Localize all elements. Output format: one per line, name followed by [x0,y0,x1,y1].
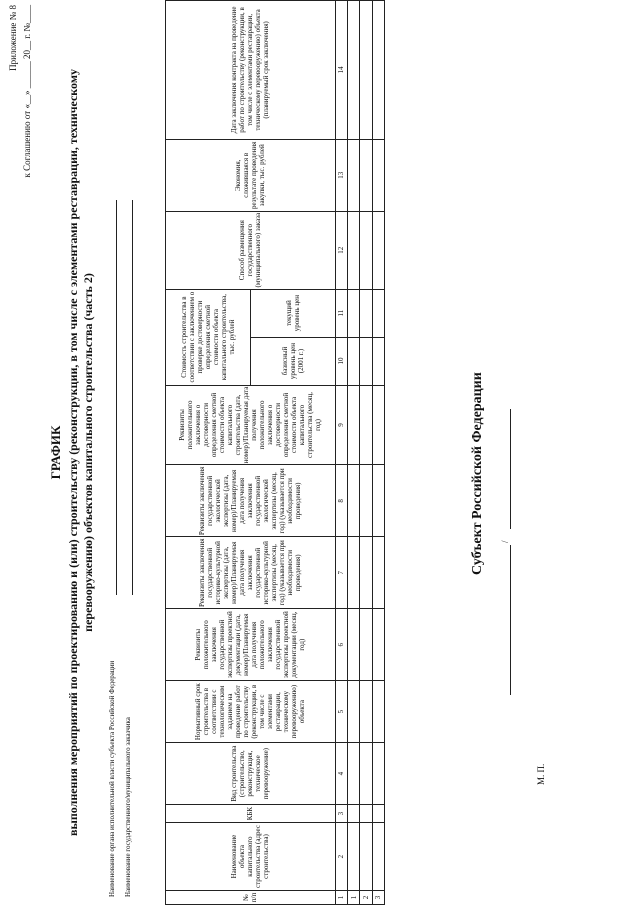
column-number: 7 [335,537,347,609]
header-cell: Дата заключения контракта на проведение работ по строительству (реконструкции, в том числе с элементами реставрации, техническому перевооружению) объекта (планируемый срок заключения) [166,1,336,140]
header-cell: Нормативный срок строительства в соответствии с технологическим заданием на проведение работ по строительству (реконструкции, в том числе с элементами реставрации, техническому перевооружению) объекта [166,681,336,743]
appendix-label: Приложение № 8 [8,5,18,71]
column-number: 3 [335,805,347,823]
row-label: 2 [360,891,372,905]
column-number-row [335,1,347,905]
row-label: 1 [348,891,360,905]
header-cell: КБК [166,805,336,823]
table-row [360,1,372,905]
table-header-row [166,1,251,905]
header-cell: Реквизиты заключения государственной историко-культурной экспертизы (дата, номер)/Планируемая дата получения заключения государственной историко-культурной экспертизы (месяц, год) (указывается при необходимости проведения) [166,537,336,609]
column-number: 10 [335,337,347,385]
document-title: ГРАФИК [48,425,63,480]
header-cell: Вид строительства (строительство, реконструкция, техническое перевооружение) [166,743,336,805]
column-number: 13 [335,139,347,211]
header-cell: Реквизиты заключения государственной экологической экспертизы (дата, номер)/Планируемая дата получения заключения государственной экологической экспертизы (месяц, год) (указывается при необходимости проведения) [166,465,336,537]
schedule-table [165,0,385,905]
header-cell: Реквизиты положительного заключения государственной экспертизы проектной документации (дата, номер)/Планируемая дата получения положительного заключения государственной экспертизы проектной документации (месяц, год) [166,609,336,681]
header-cell: текущий уровень цен [250,289,335,337]
table-row [372,1,384,905]
row-label: 3 [372,891,384,905]
header-cell: Экономия, сложившаяся в результате проведения закупки, тыс. рублей [166,139,336,211]
column-number: 4 [335,743,347,805]
column-number: 8 [335,465,347,537]
column-number: 5 [335,681,347,743]
header-cell: базисный уровень цен (2001 г.) [250,337,335,385]
exec-authority-label: Наименование органа исполнительной власти субъекта Российской Федерации [108,660,116,897]
exec-authority-line [116,200,117,595]
subtitle-line-2: перевооружению) объектов капитального строительства (часть 2) [81,273,95,632]
header-cell: Наименование объекта капитального строительства (адрес строительства) [166,823,336,891]
subtitle-line-1: выполнения мероприятий по проектированию и (или) строительству (реконструкции, в том числе с элементами реставрации, техническому [66,68,80,837]
customer-label: Наименование государственного/муниципального заказчика [124,717,132,897]
header-cell: № п/п [166,891,336,905]
column-number: 11 [335,289,347,337]
header-cell: Стоимость строительства в соответствии с заключением о проверке достоверности определения сметной стоимости объекта капитального строительства, тыс. рублей [166,289,251,385]
column-number: 1 [335,891,347,905]
customer-line [132,200,133,595]
stamp-label: М. П. [536,763,546,785]
column-number: 9 [335,385,347,465]
column-number: 2 [335,823,347,891]
header-cell: Реквизиты положительного заключения о достоверности определения сметной стоимости объекта капитального строительства (дата, номер)/Планируемая дата получения положительного заключения о достоверности определения сметной стоимости объекта капитального строительства (месяц, год) [166,385,336,465]
header-cell: Способ размещения государственного (муниципального) заказа [166,211,336,289]
signature-line [510,545,511,695]
slash-separator: / [500,540,510,543]
column-number: 14 [335,1,347,140]
agreement-line: к Соглашению от «__» ______ 20__ г. №____ [22,5,32,178]
column-number: 12 [335,211,347,289]
document-subtitle [66,40,96,865]
column-number: 6 [335,609,347,681]
name-line [510,409,511,529]
table-row [348,1,360,905]
subject-label: Субъект Российской Федерации [470,372,485,575]
